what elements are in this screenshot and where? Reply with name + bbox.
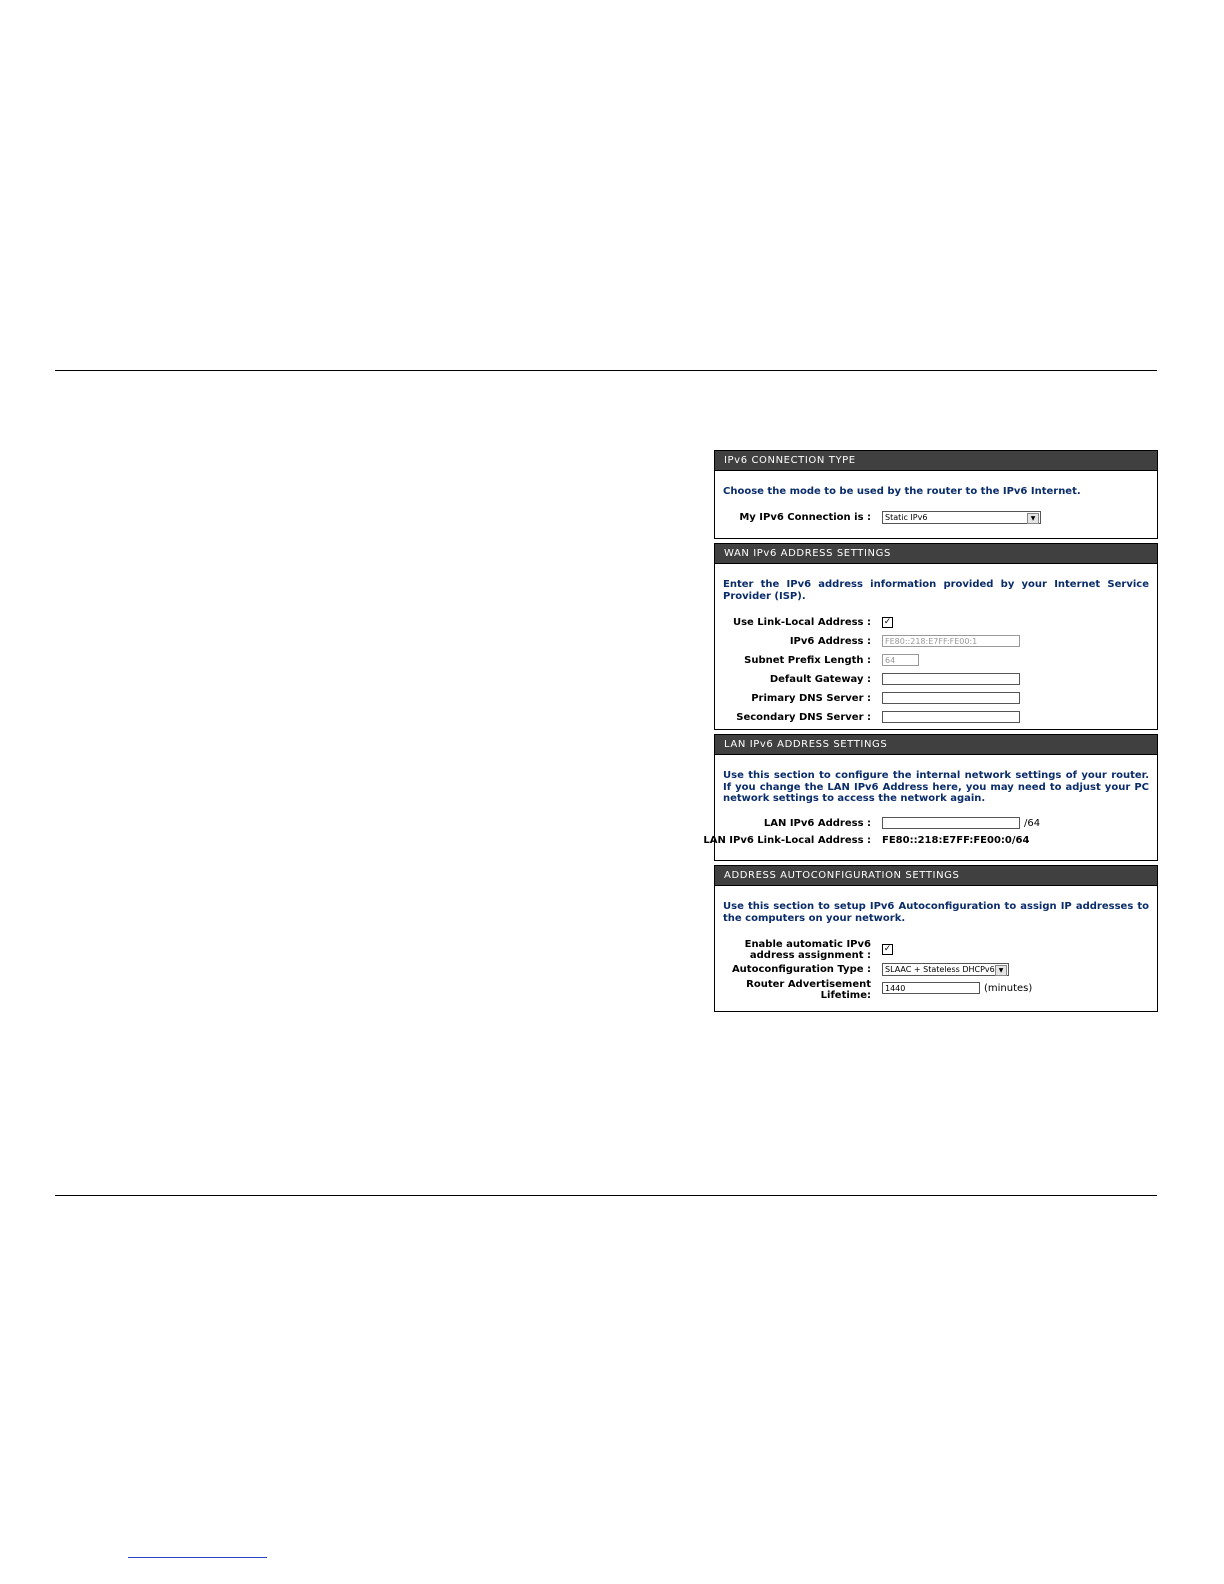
primary-dns-label: Primary DNS Server : [751, 693, 871, 704]
lan-prefix-suffix: /64 [1024, 817, 1041, 829]
connection-type-select[interactable] [882, 511, 1041, 524]
lan-address-input[interactable] [882, 817, 1020, 829]
footer-link-underline[interactable] [128, 1557, 267, 1558]
autoconfig-section [714, 865, 1158, 1012]
wan-ipv6-header: WAN IPv6 ADDRESS SETTINGS [715, 544, 1157, 564]
wan-ipv6-section [714, 543, 1158, 730]
router-adv-lifetime-label-line1: Router Advertisement [746, 979, 871, 990]
enable-auto-assign-label-line1: Enable automatic IPv6 [744, 939, 871, 950]
ipv6-address-input[interactable]: FE80::218:E7FF:FE00:1 [882, 635, 1020, 647]
primary-dns-input[interactable] [882, 692, 1020, 704]
ipv6-address-label: IPv6 Address : [789, 636, 871, 647]
router-adv-lifetime-label [746, 979, 871, 1001]
chevron-down-icon[interactable]: ▼ [1027, 513, 1039, 524]
enable-auto-assign-label [745, 939, 871, 961]
default-gateway-input[interactable] [882, 673, 1020, 685]
connection-type-label: My IPv6 Connection is : [739, 511, 871, 523]
autoconfig-header: ADDRESS AUTOCONFIGURATION SETTINGS [715, 866, 1157, 886]
lan-ipv6-header: LAN IPv6 ADDRESS SETTINGS [715, 735, 1157, 755]
lan-address-label: LAN IPv6 Address : [763, 817, 871, 829]
bottom-divider [55, 1195, 1157, 1196]
lan-link-local-value: FE80::218:E7FF:FE00:0/64 [882, 834, 1030, 846]
use-link-local-checkbox[interactable]: ✓ [883, 617, 892, 627]
secondary-dns-input[interactable] [882, 711, 1020, 723]
lan-link-local-label: LAN IPv6 Link-Local Address : [703, 834, 871, 846]
lan-ipv6-description: Use this section to configure the internal network settings of your router. If you change the LAN IPv6 Address here, you may need to adjust your PC network settings to access the network again. [723, 770, 1149, 804]
autoconfig-type-label: Autoconfiguration Type : [731, 964, 871, 975]
enable-auto-assign-label-line2: address assignment : [749, 950, 871, 961]
lifetime-unit-suffix: (minutes) [984, 983, 1033, 994]
lan-ipv6-section [703, 734, 1158, 861]
ipv6-settings-screenshot [703, 450, 1158, 1016]
top-divider [55, 370, 1157, 371]
subnet-prefix-label: Subnet Prefix Length : [744, 655, 871, 666]
wan-ipv6-description: Enter the IPv6 address information provided by your Internet Service Provider (ISP). [723, 579, 1149, 602]
subnet-prefix-input[interactable]: 64 [882, 654, 919, 666]
ipv6-connection-type-description: Choose the mode to be used by the router to the IPv6 Internet. [723, 486, 1081, 497]
ipv6-connection-type-section [714, 450, 1158, 539]
enable-auto-assign-checkbox[interactable]: ✓ [883, 944, 892, 954]
router-adv-lifetime-label-line2: Lifetime: [820, 990, 871, 1001]
autoconfig-type-select[interactable] [882, 963, 1009, 976]
router-adv-lifetime-input[interactable]: 1440 [882, 982, 980, 994]
ipv6-connection-type-header: IPv6 CONNECTION TYPE [715, 451, 1157, 471]
connection-type-value: Static IPv6 [885, 512, 928, 522]
chevron-down-icon[interactable]: ▼ [995, 965, 1007, 976]
default-gateway-label: Default Gateway : [769, 674, 871, 685]
autoconfig-type-value: SLAAC + Stateless DHCPv6 [885, 965, 995, 974]
secondary-dns-label: Secondary DNS Server : [736, 712, 871, 723]
use-link-local-label: Use Link-Local Address : [732, 617, 871, 628]
autoconfig-description: Use this section to setup IPv6 Autoconfiguration to assign IP addresses to the computers on your network. [723, 901, 1149, 924]
